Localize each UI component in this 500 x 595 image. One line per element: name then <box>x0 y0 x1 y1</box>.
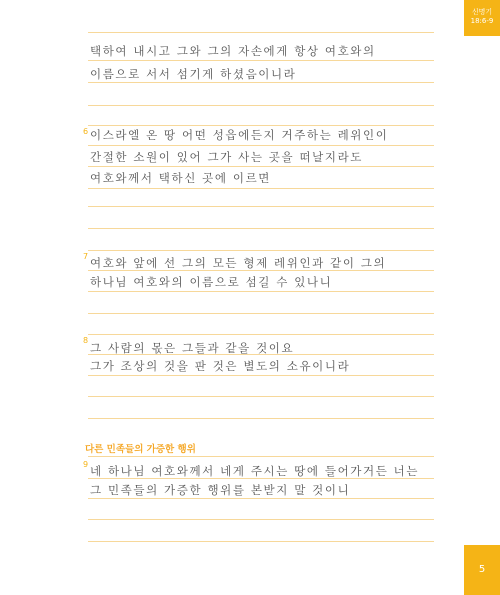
writing-line <box>88 270 434 271</box>
text-line: 그 민족들의 가증한 행위를 본받지 말 것이니 <box>90 483 351 497</box>
text-line: 여호와께서 택하신 곳에 이르면 <box>90 171 271 185</box>
writing-line <box>88 32 434 33</box>
writing-line <box>88 206 434 207</box>
writing-line <box>88 334 434 335</box>
verse-range: 18:6-9 <box>470 17 494 25</box>
text-line: 여호와 앞에 선 그의 모든 형제 레위인과 같이 그의 <box>90 256 387 270</box>
writing-line <box>88 478 434 479</box>
text-line: 간절한 소원이 있어 그가 사는 곳을 떠날지라도 <box>90 150 364 164</box>
verse-number: 6 <box>83 127 89 136</box>
text-line: 네 하나님 여호와께서 네게 주시는 땅에 들어가거든 너는 <box>90 464 420 478</box>
writing-line <box>88 418 434 419</box>
writing-line <box>88 82 434 83</box>
writing-line <box>88 541 434 542</box>
writing-line <box>88 313 434 314</box>
text-line: 그 사람의 몫은 그들과 같을 것이요 <box>90 341 295 355</box>
writing-line <box>88 375 434 376</box>
text-line: 이름으로 서서 섬기게 하셨음이니라 <box>90 67 297 81</box>
writing-line <box>88 354 434 355</box>
writing-line <box>88 125 434 126</box>
page-number: 5 <box>464 545 500 595</box>
verse-number: 9 <box>83 460 89 469</box>
writing-line <box>88 456 434 457</box>
text-line: 그가 조상의 것을 판 것은 별도의 소유이니라 <box>90 359 351 373</box>
writing-line <box>88 188 434 189</box>
writing-line <box>88 145 434 146</box>
chapter-tab <box>464 0 500 36</box>
text-line: 이스라엘 온 땅 어떤 성읍에든지 거주하는 레위인이 <box>90 128 389 142</box>
writing-line <box>88 291 434 292</box>
book-name: 신명기 <box>471 8 493 16</box>
text-line: 하나님 여호와의 이름으로 섬길 수 있나니 <box>90 275 333 289</box>
writing-line <box>88 60 434 61</box>
writing-line <box>88 519 434 520</box>
writing-line <box>88 228 434 229</box>
section-title: 다른 민족들의 가증한 행위 <box>85 444 196 455</box>
text-line: 택하여 내시고 그와 그의 자손에게 항상 여호와의 <box>90 44 376 58</box>
verse-number: 8 <box>83 336 89 345</box>
writing-line <box>88 498 434 499</box>
writing-line <box>88 396 434 397</box>
verse-number: 7 <box>83 252 89 261</box>
writing-line <box>88 105 434 106</box>
writing-line <box>88 250 434 251</box>
writing-line <box>88 166 434 167</box>
